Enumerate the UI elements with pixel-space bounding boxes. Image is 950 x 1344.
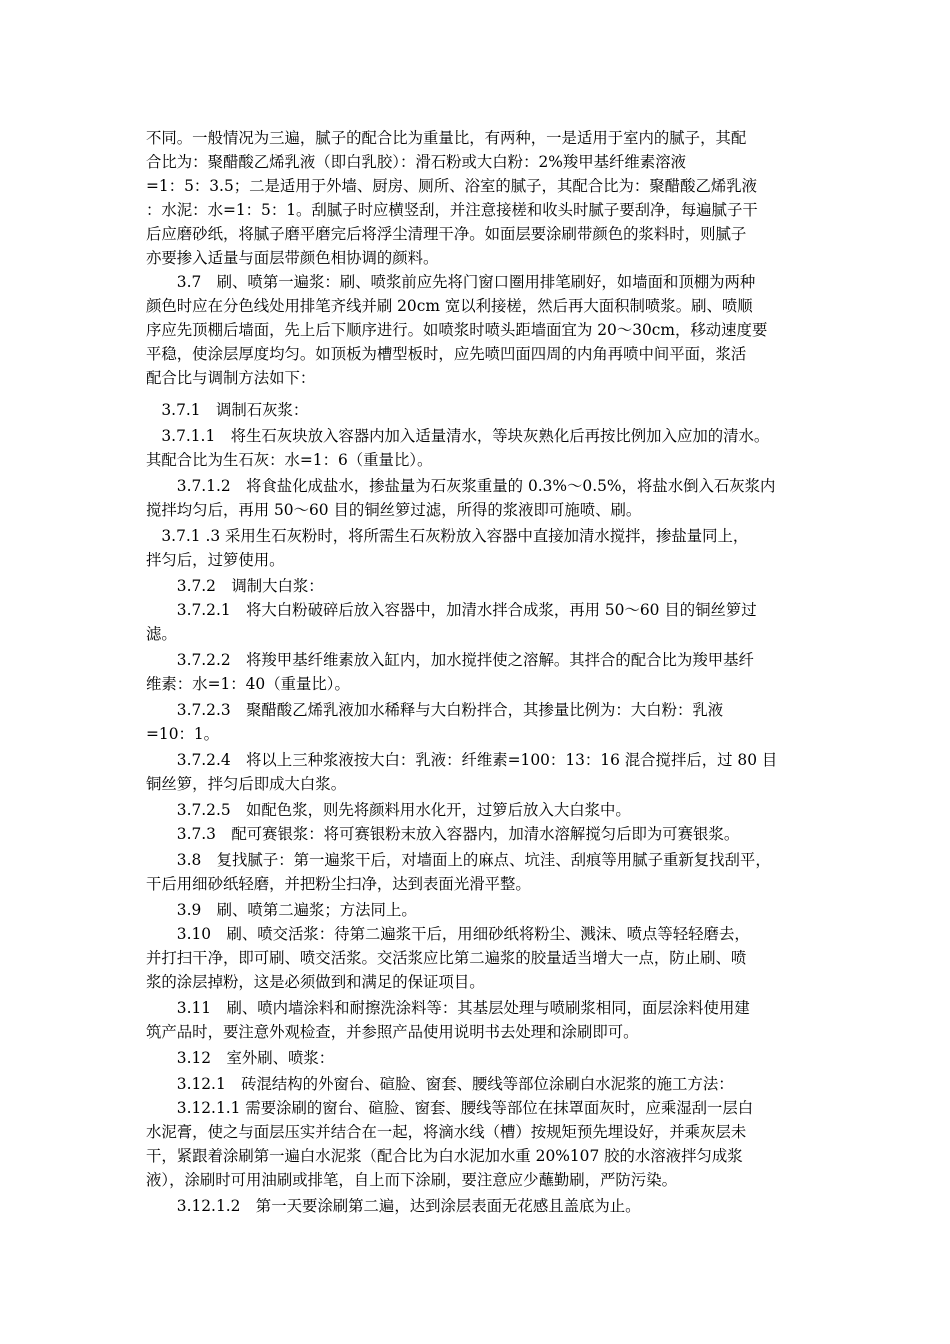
text-line: 3.11 刷、喷内墙涂料和耐擦洗涂料等：其基层处理与喷刷浆相同，面层涂料使用建 xyxy=(146,999,750,1017)
text-line: 后应磨砂纸，将腻子磨平磨完后将浮尘清理干净。如面层要涂刷带颜色的浆料时，则腻子 xyxy=(146,225,747,243)
text-line: 3.7.2.2 将羧甲基纤维素放入缸内，加水搅拌使之溶解。其拌合的配合比为羧甲基纤 xyxy=(146,651,754,669)
text-line: 3.10 刷、喷交活浆：待第二遍浆干后，用细砂纸将粉尘、溅沫、喷点等轻轻磨去， xyxy=(146,925,750,943)
text-line: 搅拌均匀后，再用 50～60 目的铜丝箩过滤，所得的浆液即可施喷、刷。 xyxy=(146,501,642,519)
text-line: 维素：水=1：40（重量比）。 xyxy=(146,675,350,693)
text-line: 平稳，使涂层厚度均匀。如顶板为槽型板时，应先喷凹面四周的内角再喷中间平面，浆活 xyxy=(146,345,747,363)
text-line: 3.7.1 调制石灰浆： xyxy=(146,401,309,419)
text-line: 3.7.1.2 将食盐化成盐水，掺盐量为石灰浆重量的 0.3%～0.5%，将盐水倒入石灰浆内 xyxy=(146,477,776,495)
text-line: 3.12.1 砖混结构的外窗台、碹脸、窗套、腰线等部位涂刷白水泥浆的施工方法： xyxy=(146,1075,734,1093)
text-line: 水泥膏，使之与面层压实并结合在一起，将滴水线（槽）按规矩预先埋设好，并乘灰层未 xyxy=(146,1123,747,1141)
text-line: 筑产品时，要注意外观检查，并参照产品使用说明书去处理和涂刷即可。 xyxy=(146,1023,639,1041)
text-line: 并打扫干净，即可刷、喷交活浆。交活浆应比第二遍浆的胶量适当增大一点，防止刷、喷 xyxy=(146,949,747,967)
text-line: 3.12 室外刷、喷浆： xyxy=(146,1049,335,1067)
text-line: 液），涂刷时可用油刷或排笔，自上而下涂刷，要注意应少蘸勤刷，严防污染。 xyxy=(146,1171,677,1189)
text-line: 亦要掺入适量与面层带颜色相协调的颜料。 xyxy=(146,249,439,267)
text-line: 3.7.3 配可赛银浆：将可赛银粉末放入容器内，加清水溶解搅匀后即为可赛银浆。 xyxy=(146,825,740,843)
text-line: 滤。 xyxy=(146,625,177,643)
text-line: 3.12.1.2 第一天要涂刷第二遍，达到涂层表面无花感且盖底为止。 xyxy=(146,1197,641,1215)
text-line: 浆的涂层掉粉，这是必须做到和满足的保证项目。 xyxy=(146,973,485,991)
text-line: ：水泥：水=1：5：1。刮腻子时应横竖刮，并注意接槎和收头时腻子要刮净，每遍腻子干 xyxy=(146,201,758,219)
text-line: 3.9 刷、喷第二遍浆；方法同上。 xyxy=(146,901,417,919)
text-line: 干，紧跟着涂刷第一遍白水泥浆（配合比为白水泥加水重 20%107 胶的水溶液拌匀成浆 xyxy=(146,1147,743,1165)
text-line: 3.7.2.1 将大白粉破碎后放入容器中，加清水拌合成浆，再用 50～60 目的铜丝箩过 xyxy=(146,601,757,619)
text-line: 3.7.1.1 将生石灰块放入容器内加入适量清水，等块灰熟化后再按比例加入应加的清水。 xyxy=(146,427,770,445)
text-line: 3.7 刷、喷第一遍浆：刷、喷浆前应先将门窗口圈用排笔刷好，如墙面和顶棚为两种 xyxy=(146,273,756,291)
text-line: 拌匀后，过箩使用。 xyxy=(146,551,285,569)
text-line: 3.7.1 .3 采用生石灰粉时，将所需生石灰粉放入容器中直接加清水搅拌，掺盐量同上， xyxy=(146,527,749,545)
text-line: 其配合比为生石灰：水=1：6（重量比）。 xyxy=(146,451,433,469)
text-line: 配合比与调制方法如下： xyxy=(146,369,316,387)
text-line: 序应先顶棚后墙面，先上后下顺序进行。如喷浆时喷头距墙面宜为 20～30cm，移动速度要 xyxy=(146,321,768,339)
text-line: =10：1。 xyxy=(146,725,220,743)
text-line: 合比为：聚醋酸乙烯乳液（即白乳胶）：滑石粉或大白粉：2%羧甲基纤维素溶液 xyxy=(146,153,686,171)
text-line: 3.7.2 调制大白浆： xyxy=(146,577,324,595)
text-line: 铜丝箩，拌匀后即成大白浆。 xyxy=(146,775,347,793)
text-line: 颜色时应在分色线处用排笔齐线并刷 20cm 宽以利接槎，然后再大面积制喷浆。刷、喷顺 xyxy=(146,297,753,315)
text-line: 3.7.2.5 如配色浆，则先将颜料用水化开，过箩后放入大白浆中。 xyxy=(146,801,631,819)
text-line: 干后用细砂纸轻磨，并把粉尘扫净，达到表面光滑平整。 xyxy=(146,875,531,893)
text-line: 不同。一般情况为三遍，腻子的配合比为重量比，有两种，一是适用于室内的腻子，其配 xyxy=(146,129,747,147)
text-line: 3.7.2.4 将以上三种浆液按大白：乳液：纤维素=100：13：16 混合搅拌后，过 80 目 xyxy=(146,751,778,769)
text-line: 3.8 复找腻子：第一遍浆干后，对墙面上的麻点、坑洼、刮痕等用腻子重新复找刮平， xyxy=(146,851,771,869)
text-line: 3.12.1.1 需要涂刷的窗台、碹脸、窗套、腰线等部位在抹罩面灰时，应乘湿刮一层白 xyxy=(146,1099,754,1117)
text-line: =1：5：3.5；二是适用于外墙、厨房、厕所、浴室的腻子，其配合比为：聚醋酸乙烯乳液 xyxy=(146,177,758,195)
text-line: 3.7.2.3 聚醋酸乙烯乳液加水稀释与大白粉拌合，其掺量比例为：大白粉：乳液 xyxy=(146,701,724,719)
